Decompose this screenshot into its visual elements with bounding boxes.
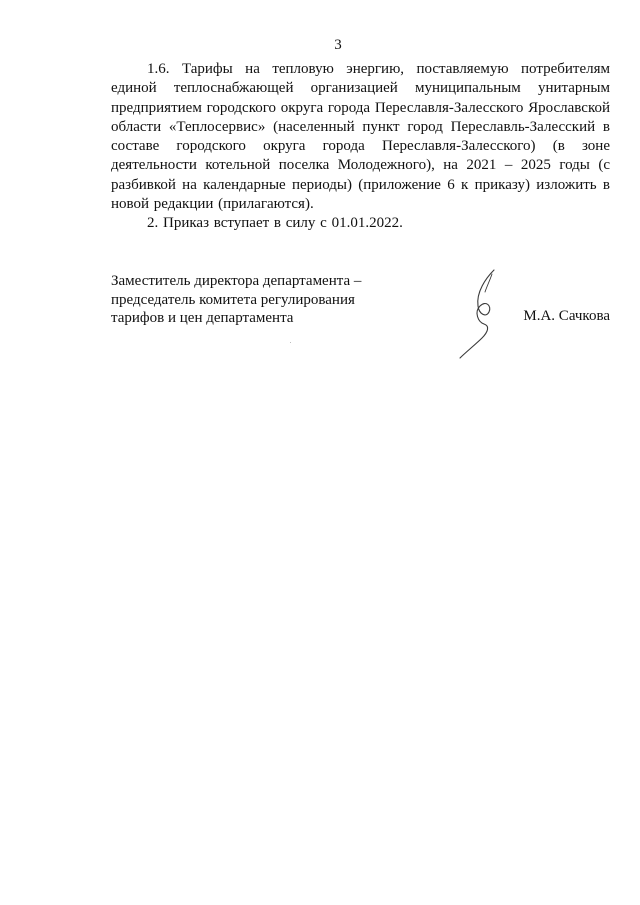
- signer-title-line: Заместитель директора департамента –: [111, 273, 362, 289]
- document-body: [111, 60, 610, 234]
- handwritten-signature-icon: [456, 268, 516, 360]
- page-number: 3: [334, 37, 342, 53]
- signer-name: М.А. Сачкова: [523, 308, 610, 324]
- paragraph-1-6: 1.6. Тарифы на тепловую энергию, поставляемую потребителям единой теплоснабжающей организацией муниципальным унитарным предприятием городского округа города Переславля-Залесского Ярославской области «Теплосервис» (населенный пункт город Переславль-Залесский в составе городского округа города Переславля-Залесского) (в зоне деятельности котельной поселка Молодежного), на 2021 – 2025 годы (с разбивкой на календарные периоды) (приложение 6 к приказу) изложить в новой редакции (прилагаются).: [111, 61, 610, 213]
- scan-artifact: [290, 342, 291, 343]
- signer-title-line: председатель комитета регулирования: [111, 291, 355, 308]
- signature-block: [111, 272, 610, 372]
- paragraph-2: 2. Приказ вступает в силу с 01.01.2022.: [147, 215, 403, 232]
- signer-title-line: тарифов и цен департамента: [111, 310, 294, 326]
- signer-title: [111, 272, 361, 328]
